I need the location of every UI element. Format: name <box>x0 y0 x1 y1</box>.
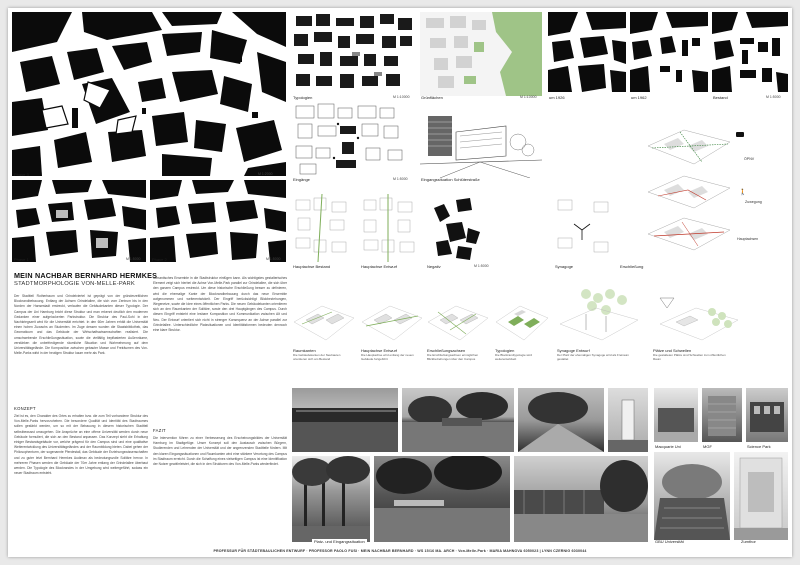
caption-negativ: Negativ <box>427 264 441 269</box>
label-oepnv: ÖPNV <box>744 157 755 161</box>
scale-negativ: M 1:5000 <box>474 264 489 268</box>
diagram-oepnv <box>644 126 734 168</box>
caption-macquarie: Macquarie Uni <box>655 444 681 449</box>
scale-phase3: M 1:2000 <box>258 172 273 176</box>
map-negativ <box>426 194 490 262</box>
diagram-plaetze <box>652 284 742 344</box>
fazit-heading: FAZIT <box>153 428 166 433</box>
map-hauptachse-bestand <box>292 194 356 262</box>
caption-um1962: um 1962 <box>631 95 647 100</box>
scale-typologien: M 1:10000 <box>393 95 410 99</box>
pedestrian-icon: 🚶 <box>739 190 747 196</box>
photo-building <box>514 456 648 542</box>
map-phase3 <box>12 12 286 176</box>
label-hauptachsen: Hauptachsen <box>737 237 759 241</box>
caption-zumthor: Zumthor <box>741 539 756 544</box>
scale-gruenflaechen: M 1:10000 <box>520 95 537 99</box>
photo-platz <box>292 456 370 542</box>
caption-phase3: Phase 3 <box>14 172 29 177</box>
map-um1962 <box>630 12 708 92</box>
caption-plaetze: Plätze und Schwellen <box>653 348 692 353</box>
photo-gbu <box>654 452 730 540</box>
poster-sheet <box>8 8 792 557</box>
photo-campus-3 <box>518 388 604 452</box>
caption-platz: Platz- und Eingangssituation <box>314 539 365 544</box>
map-bestand <box>712 12 788 92</box>
poster-subtitle: STADTMORPHOLOGIE VON-MELLE-PARK <box>14 281 135 287</box>
note-plaetze: Die gestalteten Plätze sind Schwellen zum öffentlichen Raum <box>653 353 726 361</box>
caption-bestand: Bestand <box>713 95 728 100</box>
caption-eingangssituation: Eingangssituation Schlüterstraße <box>421 177 480 182</box>
caption-typologien2: Typologien <box>495 348 515 353</box>
caption-erschliessung: Erschließung <box>620 264 644 269</box>
note-erschliessung: Die Erschließungsachsen ermöglichen Blickbeziehungen über den Campus <box>427 353 479 361</box>
map-eingaenge <box>292 102 414 178</box>
scale-phase1: M 1:5000 <box>126 257 141 261</box>
photo-zumthor <box>734 452 788 540</box>
caption-synagoge: Synagoge <box>555 264 574 269</box>
note-hauptachse: Die Hauptachse wird entlang der neuen Gebäude fortgeführt <box>361 353 414 361</box>
diagram-typologien <box>494 300 550 344</box>
caption-um1926: um 1926 <box>549 95 565 100</box>
fazit-text: Die Intervention führen zu einer Verbesserung des Erscheinungsbildes der Universität Hamburg im Stadtgefüge. Unser Konzept soll den Austausch zwischen Bürgern, Studierenden und Lehrenden der Universität und der angrenzenden Stadtteile fördern. Mit den klaren Eingangssituationen und Raumkanten wird eine stärkere Verortung des Campus im Stadtraum erreicht. Durch die Schaffung eines vielseitigen Campus ist eine Identifikation der Nutzer gewährleistet, die sich in den Strukturen des Von-Melle-Parks wiederfindet. <box>153 436 287 467</box>
scale-bestand: M 1:5000 <box>766 95 781 99</box>
note-synagoge: Der Platz der ehemaligen Synagoge wird als Freiraum gestaltet <box>557 353 630 361</box>
photo-campus-4 <box>608 388 648 452</box>
map-gruenflaechen <box>420 12 542 96</box>
map-erschliessung <box>620 258 638 262</box>
konzept-heading: KONZEPT <box>14 406 36 411</box>
intro-text: Der Stadtteil Rotherbaum und Grindelviertel ist geprägt von der gründerzeitlichen Blockrandbebauung. Entlang der Achsen Grindelallee, die sich vom Zentrum bis in den Norden der Hansestadt erstreckt, verlaufen die Gebäudekanten dieser Typologie. Der Campus der Uni Hamburg bricht diese Struktur und man erkennt deutlich den modernen Gedanken einer aufgelockerten Parkstruktur. Die Struktur des Paul-Sohl in der Nachkriegszeit wird für die Universität errichtet. In den 60er Jahren erhält die Universität einen hohen Zuwachs an Studenten. Im Zuge dessen wurden die Staatsbibliothek, das Geomaticum und das Gebäude der Wirtschaftswissenschaften realisiert. Die umschwebende Erschließungssituation, sowie die vielfältig bepflasterten Außenräume, verstärken die unbefriedigende räumliche Situation und Wahrnehmung auf dem Universitätsgelände. Die Komposition zwischen gebauter Masse und Freiräumen des Von-Melle-Parks wirkt in der heutigen Struktur kaum mehr als Park. <box>14 294 148 356</box>
middle-text: semantisches Ensemble in die Stadtstruktur einfügen kann. Als wichtigstes gestalterisches Element zeigt sich hierbei die Achse Von-Melle-Park parallel zur Grindelallee, die sich über den ganzen Campus erstreckt. Um diese historische Erschließung besser zu definieren, wird die ehemalige Kante der Blockrandbebauung durch das neue Ensemble aufgenommen und weiterentwickelt. Der Eingriff berücksichtigt Blickbeziehungen, Wegenetze, sowie die Idee eines öffentlichen Parks. Die neuen Gebäudekanten orientieren sich an den Raumkanten der Solitäre, sowie den drei Hauptgängen des Campus. Durch diesen Eingriff entsteht eine lesbare Komposition und Kommunikation zwischen Alt und Neu. Der Entwurf orientiert sich nicht in strenger Konsequenz an der Achse parallel zur Grindelallee. Unterschiedliche Platzsituationen und Identitätsformen bedeuten dennoch eine klare Struktur. <box>153 276 287 333</box>
photo-macquarie <box>654 388 698 442</box>
map-synagoge <box>554 194 614 262</box>
konzept-text: Ziel ist es, den Charakter des Ortes zu erhalten bzw. die zum Teil vorhandene Struktur des Von-Melle-Parks hervorzuheben. Die besondere Qualität und Identität des Stadtraumes sollen gestärkt werden, um so mit der Bebauung in diesem historischen Stadtteil selbstbewusst umzugehen. Die Ansprüche an eine offene Universität werden durch neue Gebäude formuliert, die sich an den Bestand anpassen. Das Konzept sieht die Erhaltung einiger Bestandsgebäude vor, welche prägend für den Campus sind und eine qualitative Weiterentwicklung des Universitätsgeländes und der Raumbildung bieten. Dabei gehen der Philosophenturm, der sogenannte Pferdestall, das Gebäude der Erziehungswissenschaften und zu guter letzt Bernhard Hermkes Audimax als bedeutungsvolle Solitäre hervor. In mehreren Phasen werden die Gebäude der 70er Jahre entlang der Grindelallee überbaut werden. Die Typologie des Blockrandes in der Umgebung wird weitergeführt, sodass ein neuer Stadtraum entsteht. <box>14 414 148 476</box>
scale-phase2: M 1:5000 <box>266 257 281 261</box>
map-phase2 <box>150 180 286 262</box>
map-phase1 <box>12 180 146 262</box>
map-typologien <box>292 12 414 96</box>
photo-campus-1 <box>292 388 398 452</box>
caption-erschliessungsachsen: Erschließungsachsen <box>427 348 466 353</box>
caption-mgf: MGF <box>703 444 712 449</box>
caption-raumkanten: Raumkanten <box>293 348 316 353</box>
diagram-hauptachsen <box>644 214 734 252</box>
caption-gbu: GBU Universität <box>655 539 684 544</box>
caption-eingaenge: Eingänge <box>293 177 310 182</box>
photo-campus-2 <box>402 388 514 452</box>
poster-title: MEIN NACHBAR BERNHARD HERMKES <box>14 271 158 280</box>
drawing-eingangssituation <box>420 102 542 178</box>
caption-science-park: Science Park <box>747 444 771 449</box>
photo-bench <box>374 456 510 542</box>
caption-hauptachse-entwurf: Hauptachse Entwurf <box>361 264 398 269</box>
caption-hauptachse-entwurf2: Hauptachse Entwurf <box>361 348 398 353</box>
map-hauptachse-entwurf <box>360 194 420 262</box>
caption-phase2: Phase 2 <box>152 257 167 262</box>
diagram-synagoge-entwurf <box>556 284 642 344</box>
photo-science-park <box>746 388 788 442</box>
label-zuwegung: Zuwegung <box>745 200 762 204</box>
photo-mgf <box>702 388 742 442</box>
bus-icon <box>736 132 744 137</box>
caption-synagoge-entwurf: Synagoge Entwurf <box>557 348 590 353</box>
caption-typologien: Typologien <box>293 95 313 100</box>
diagram-erschliessungsachsen <box>426 300 490 344</box>
diagram-hauptachse-entwurf <box>360 300 424 344</box>
caption-hauptachse-bestand: Hauptachse Bestand <box>293 264 331 269</box>
caption-phase1: Phase 1 <box>14 257 29 262</box>
map-um1926 <box>548 12 626 92</box>
diagram-raumkanten <box>292 300 356 344</box>
note-raumkanten: Die Gebäudekanten der Neubauten orientieren sich am Bestand <box>293 353 341 361</box>
note-typologien: Die Blockrandtypologie wird weiterentwickelt <box>495 353 533 361</box>
caption-gruenflaechen: Grünflächen <box>421 95 443 100</box>
footer-credits: PROFESSUR FÜR STÄDTEBAULICHEN ENTWURF · PROFESSOR PAOLO FUSI · MEIN NACHBAR BERNHARD · WS 15/16 MA. ARCH · Von-Melle-Park · MARIA MAHNOVA 6050023 | LYNN CZERNIG 6030044 <box>213 549 587 553</box>
diagram-zuwegung <box>644 174 734 210</box>
scale-eingaenge: M 1:5000 <box>393 177 408 181</box>
